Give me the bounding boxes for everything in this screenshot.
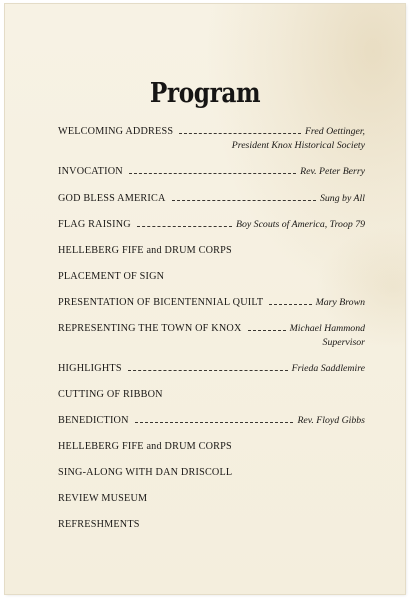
item-label: BENEDICTION — [58, 415, 129, 426]
item-label: GOD BLESS AMERICA — [58, 193, 166, 204]
item-performer: Sung by All — [320, 193, 365, 204]
program-item-welcoming-address — [58, 126, 365, 152]
item-performer: Michael Hammond — [289, 323, 365, 334]
item-performer: Rev. Floyd Gibbs — [297, 415, 365, 426]
item-label: HELLEBERG FIFE and DRUM CORPS — [58, 245, 232, 256]
dotted-leader — [129, 173, 296, 174]
program-item-god-bless-america — [58, 193, 365, 205]
item-performer: Boy Scouts of America, Troop 79 — [236, 219, 365, 230]
program-title: Program — [149, 78, 261, 109]
item-label: HELLEBERG FIFE and DRUM CORPS — [58, 441, 232, 452]
item-label: HIGHLIGHTS — [58, 363, 122, 374]
program-item-placement-of-sign — [58, 271, 365, 283]
dotted-leader — [172, 200, 316, 201]
item-label: REVIEW MUSEUM — [58, 493, 148, 504]
item-performer: Frieda Saddlemire — [291, 363, 365, 374]
program-item-fife-drum-1 — [58, 245, 365, 257]
item-label: REFRESHMENTS — [58, 519, 140, 530]
program-item-review-museum — [58, 493, 365, 505]
program-item-flag-raising — [58, 219, 365, 231]
dotted-leader — [137, 226, 232, 227]
program-item-representing-knox — [58, 323, 365, 349]
dotted-leader — [135, 422, 294, 423]
item-performer-line2: President Knox Historical Society — [231, 140, 365, 151]
item-label: PLACEMENT OF SIGN — [58, 271, 165, 282]
item-label: CUTTING OF RIBBON — [58, 389, 163, 400]
item-label: WELCOMING ADDRESS — [58, 126, 174, 137]
program-item-bicentennial-quilt — [58, 297, 365, 309]
dotted-leader — [269, 304, 311, 305]
dotted-leader — [179, 133, 301, 134]
program-item-invocation — [58, 166, 365, 178]
item-label: FLAG RAISING — [58, 219, 131, 230]
item-performer: Fred Oettinger, — [304, 126, 365, 137]
program-item-sing-along — [58, 467, 365, 479]
item-label: REPRESENTING THE TOWN OF KNOX — [58, 323, 242, 334]
program-page — [5, 4, 405, 594]
item-label: PRESENTATION OF BICENTENNIAL QUILT — [58, 297, 264, 308]
item-performer-line2: Supervisor — [322, 337, 365, 348]
item-performer: Mary Brown — [315, 297, 365, 308]
program-item-highlights — [58, 363, 365, 375]
item-label: INVOCATION — [58, 166, 123, 177]
program-item-benediction — [58, 415, 365, 427]
program-item-cutting-ribbon — [58, 389, 365, 401]
item-label: SING-ALONG WITH DAN DRISCOLL — [58, 467, 233, 478]
program-item-refreshments — [58, 519, 365, 531]
dotted-leader — [128, 370, 288, 371]
dotted-leader — [248, 330, 286, 331]
item-performer: Rev. Peter Berry — [300, 166, 365, 177]
program-item-fife-drum-2 — [58, 441, 365, 453]
